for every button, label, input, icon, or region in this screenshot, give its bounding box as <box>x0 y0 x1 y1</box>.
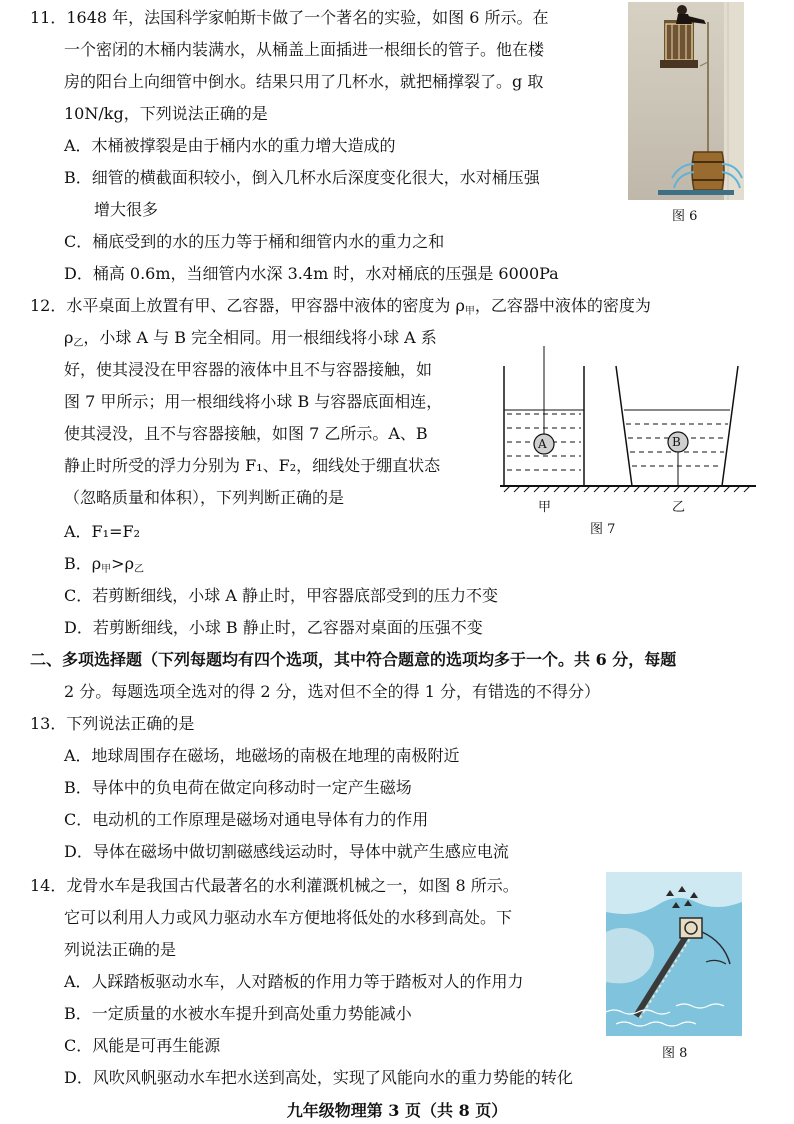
q13-option-d: D．导体在磁场中做切割磁感线运动时，导体中就产生感应电流 <box>64 842 509 861</box>
q12-stem-line6: 静止时所受的浮力分别为 F₁、F₂，细线处于绷直状态 <box>64 456 441 475</box>
q11-stem-line3: 房的阳台上向细管中倒水。结果只用了几杯水，就把桶撑裂了。g 取 <box>64 72 544 91</box>
figure-8-water-wheel <box>606 872 742 1036</box>
figure-7-containers <box>498 340 758 520</box>
q14-option-b: B．一定质量的水被水车提升到高处重力势能减小 <box>64 1004 412 1023</box>
figure-7-caption: 图 7 <box>590 522 616 537</box>
q12-stem-line2: $\rho_乙$，小球 A 与 B 完全相同。用一根细线将小球 A 系 <box>64 328 437 349</box>
q11-stem-line2: 一个密闭的木桶内装满水，从桶盖上面插进一根细长的管子。他在楼 <box>64 40 545 59</box>
q14-option-d: D．风吹风帆驱动水车把水送到高处，实现了风能向水的重力势能的转化 <box>64 1068 573 1087</box>
container-jia-label: 甲 <box>538 500 552 515</box>
figure-6-pascal-barrel <box>628 2 744 200</box>
q12-stem-line7: （忽略质量和体积），下列判断正确的是 <box>64 488 345 507</box>
q11-option-b-line1: B．细管的横截面积较小，倒入几杯水后深度变化很大，水对桶压强 <box>64 168 540 187</box>
q11-option-d: D．桶高 0.6m，当细管内水深 3.4m 时，水对桶底的压强是 6000Pa <box>64 264 559 283</box>
q13-stem: 13．下列说法正确的是 <box>30 714 195 733</box>
q12-stem-line5: 使其浸没，且不与容器接触，如图 7 乙所示。A、B <box>64 424 428 443</box>
ball-a-label: A <box>538 437 547 451</box>
q13-option-b: B．导体中的负电荷在做定向移动时一定产生磁场 <box>64 778 412 797</box>
ball-b-label: B <box>672 435 681 449</box>
q12-stem-line1: 12．水平桌面上放置有甲、乙容器，甲容器中液体的密度为 $\rho_甲$，乙容器中液体的密度为 <box>30 296 651 317</box>
q11-option-c: C．桶底受到的水的压力等于桶和细管内水的重力之和 <box>64 232 445 251</box>
q12-stem-line3: 好，使其浸没在甲容器的液体中且不与容器接触，如 <box>64 360 433 379</box>
q13-option-a: A．地球周围存在磁场，地磁场的南极在地理的南极附近 <box>64 746 460 765</box>
q14-option-a: A．人踩踏板驱动水车，人对踏板的作用力等于踏板对人的作用力 <box>64 972 524 991</box>
section-2-heading-line2: 2 分。每题选项全选对的得 2 分，选对但不全的得 1 分，有错选的不得分） <box>64 682 600 701</box>
section-2-heading-line1: 二、多项选择题（下列每题均有四个选项，其中符合题意的选项均多于一个。共 6 分，每题 <box>30 650 677 669</box>
q12-stem-line4: 图 7 甲所示；用一根细线将小球 B 与容器底面相连， <box>64 392 443 411</box>
q12-option-b: B．$\rho_甲>\rho_乙$ <box>64 554 144 575</box>
figure-6-caption: 图 6 <box>672 209 698 224</box>
q14-stem-line3: 列说法正确的是 <box>64 940 177 959</box>
container-yi-label: 乙 <box>672 500 686 515</box>
q11-stem-line1: 11．1648 年，法国科学家帕斯卡做了一个著名的实验，如图 6 所示。在 <box>30 8 549 27</box>
q11-stem-line4: 10N/kg，下列说法正确的是 <box>64 104 268 123</box>
q14-stem-line1: 14．龙骨水车是我国古代最著名的水利灌溉机械之一，如图 8 所示。 <box>30 876 519 895</box>
page-footer: 九年级物理第 3 页（共 8 页） <box>286 1101 508 1120</box>
q14-option-c: C．风能是可再生能源 <box>64 1036 221 1055</box>
q12-option-c: C．若剪断细线，小球 A 静止时，甲容器底部受到的压力不变 <box>64 586 498 605</box>
q11-option-a: A．木桶被撑裂是由于桶内水的重力增大造成的 <box>64 136 396 155</box>
figure-8-caption: 图 8 <box>662 1046 688 1061</box>
q11-option-b-line2: 增大很多 <box>94 200 159 219</box>
q14-stem-line2: 它可以利用人力或风力驱动水车方便地将低处的水移到高处。下 <box>64 908 513 927</box>
q13-option-c: C．电动机的工作原理是磁场对通电导体有力的作用 <box>64 810 429 829</box>
q12-option-d: D．若剪断细线，小球 B 静止时，乙容器对桌面的压强不变 <box>64 618 483 637</box>
q12-option-a: A．F₁=F₂ <box>64 522 140 541</box>
